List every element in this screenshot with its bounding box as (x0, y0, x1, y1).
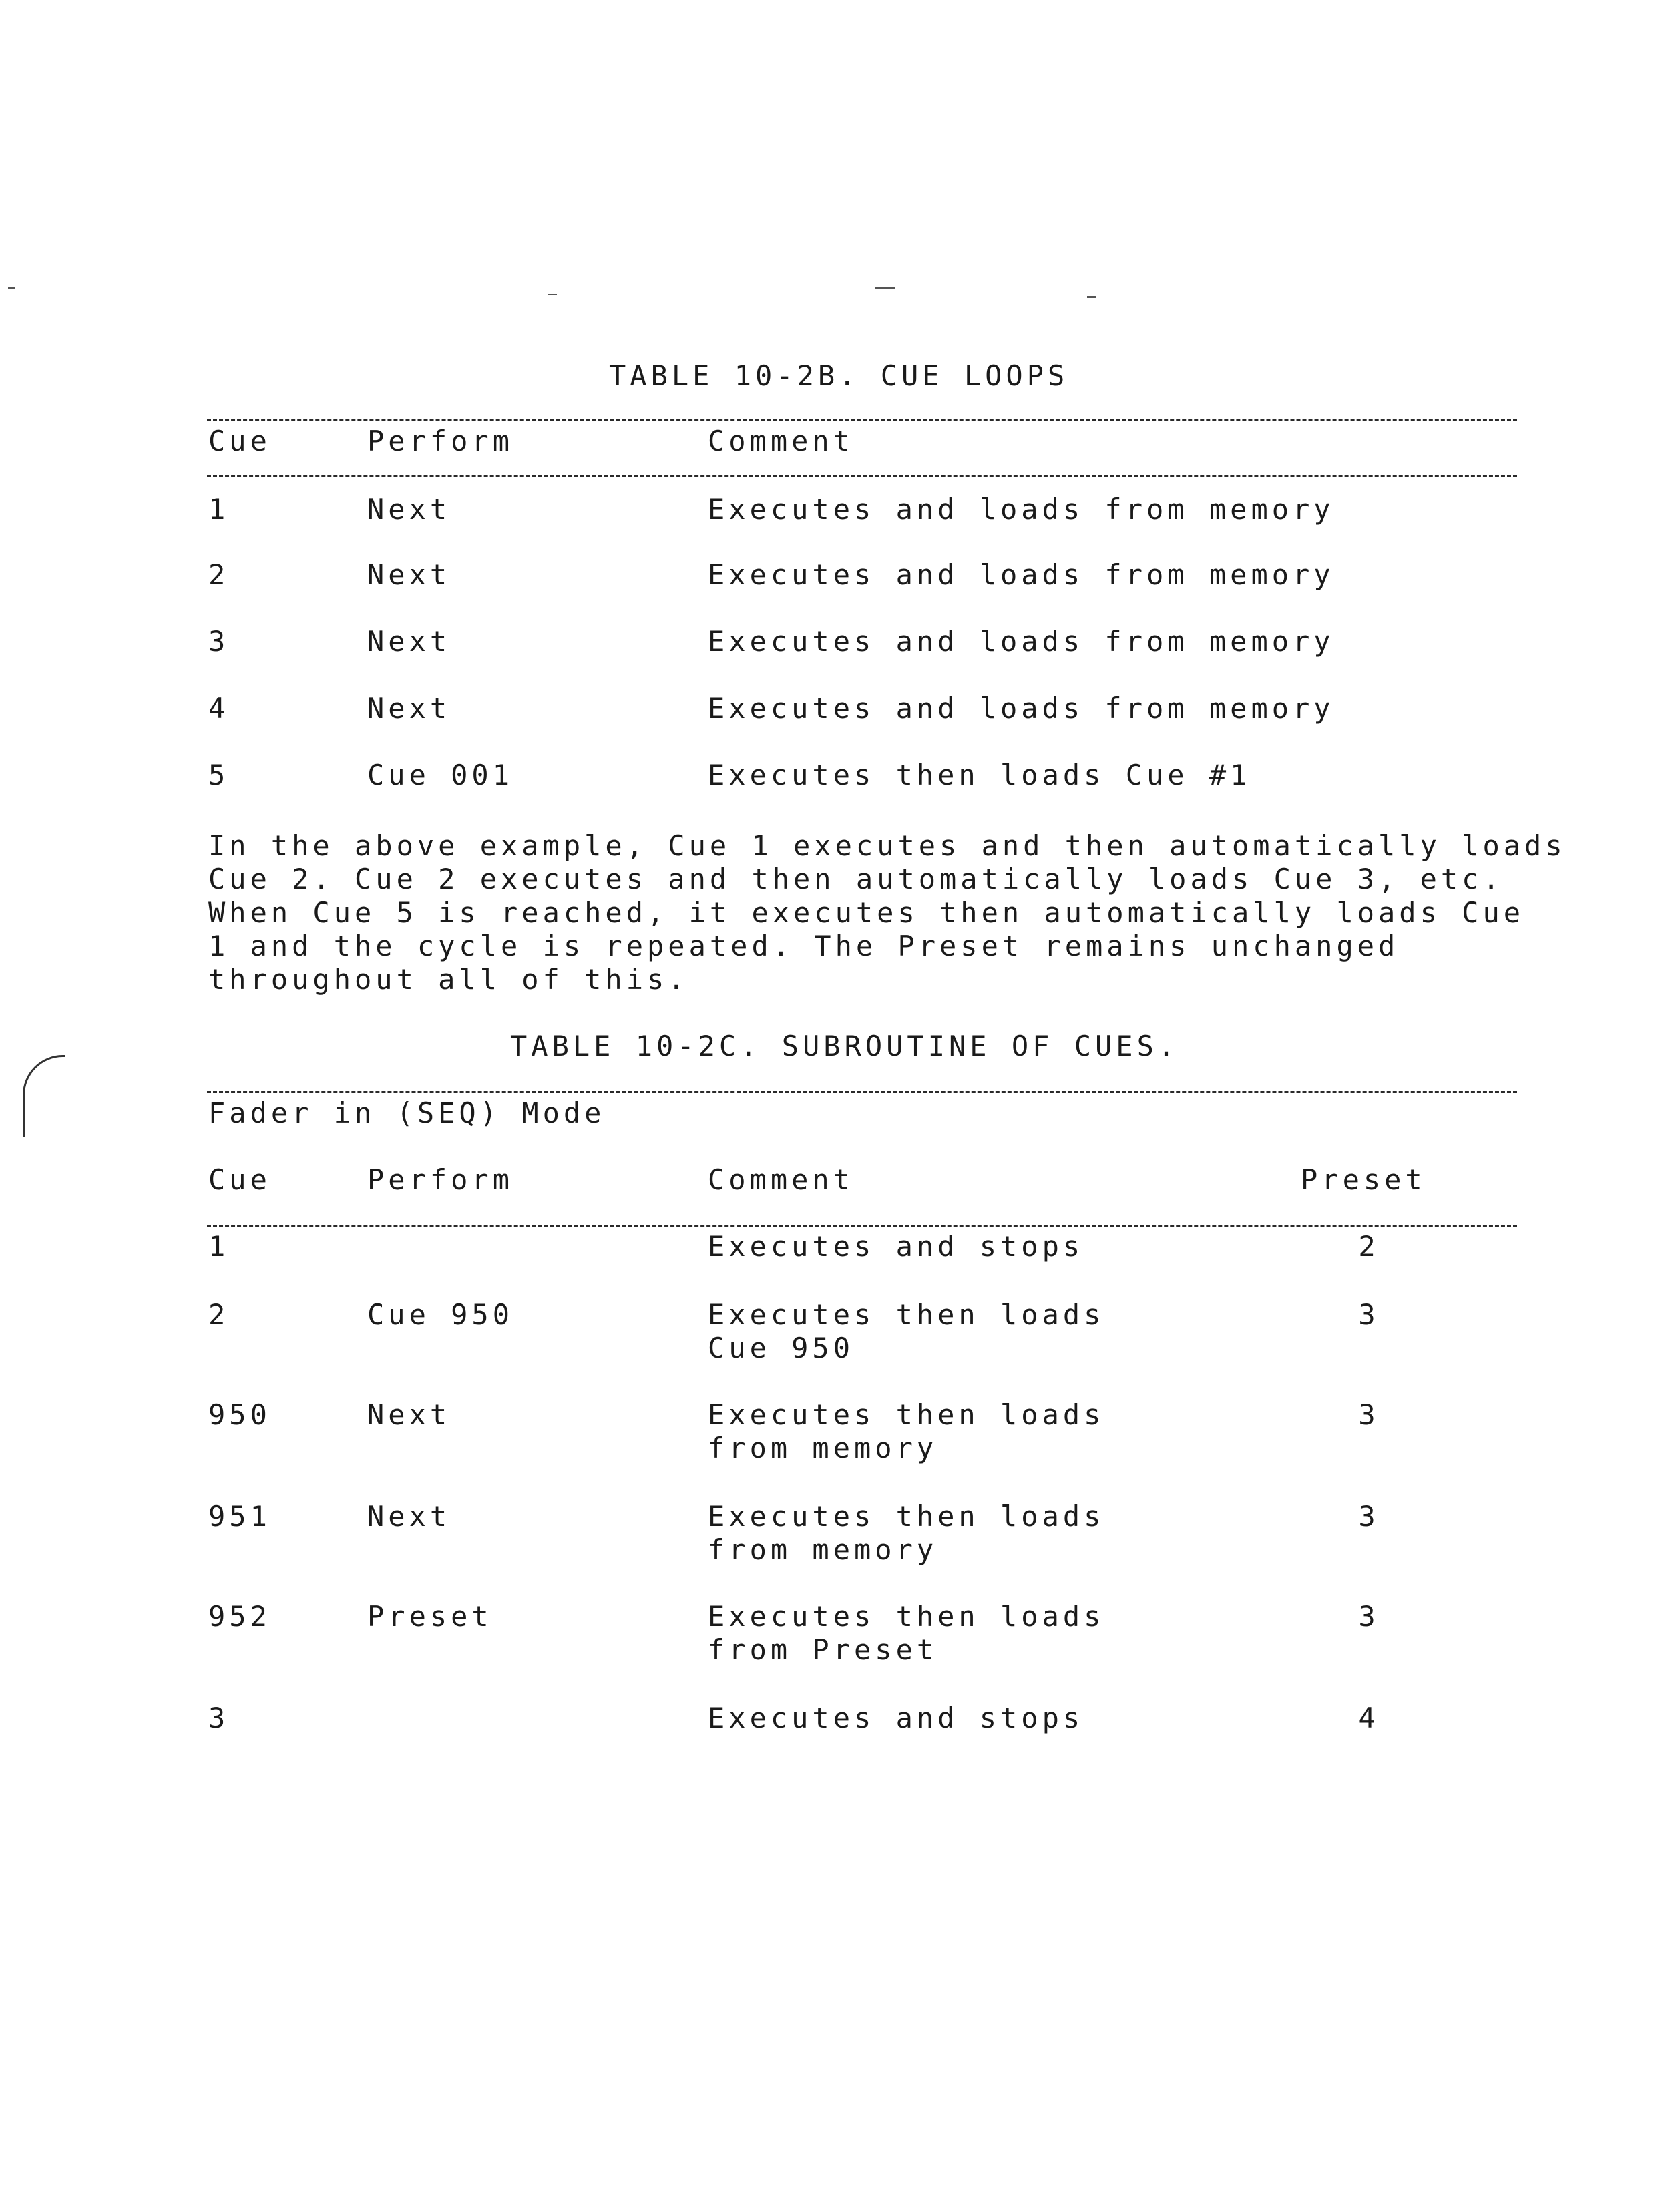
paragraph-line: throughout all of this. (208, 963, 689, 996)
row-perform: Cue 950 (367, 1298, 514, 1331)
row-preset: 3 (1358, 1298, 1380, 1331)
row-comment: Executes and loads from memory (708, 625, 1335, 658)
row-comment: Executes and loads from memory (708, 558, 1335, 591)
row-perform: Next (367, 1500, 451, 1533)
row-cue: 1 (208, 493, 230, 526)
row-cue: 4 (208, 692, 230, 725)
row-comment: Executes then loads (708, 1298, 1105, 1331)
row-comment-cont: Cue 950 (708, 1332, 855, 1364)
row-preset: 3 (1358, 1398, 1380, 1431)
row-comment-cont: from memory (708, 1533, 938, 1566)
paragraph-line: Cue 2. Cue 2 executes and then automatically loads Cue 3, etc. (208, 863, 1504, 895)
row-perform: Next (367, 692, 451, 725)
table-c-top-rule (207, 1091, 1517, 1093)
table-c-header-preset: Preset (1301, 1163, 1426, 1196)
table-c-header-cue: Cue (208, 1163, 271, 1196)
row-perform: Next (367, 493, 451, 526)
row-perform: Cue 001 (367, 759, 514, 791)
table-b-header-cue: Cue (208, 425, 271, 457)
table-b-header-perform: Perform (367, 425, 514, 457)
scan-speck (548, 294, 557, 295)
row-perform: Next (367, 1398, 451, 1431)
row-perform: Next (367, 625, 451, 658)
row-preset: 3 (1358, 1500, 1380, 1533)
table-c-header-perform: Perform (367, 1163, 514, 1196)
row-comment: Executes then loads Cue #1 (708, 759, 1251, 791)
table-c-header-rule (207, 1225, 1517, 1227)
paragraph-line: When Cue 5 is reached, it executes then automatically loads Cue (208, 896, 1525, 929)
row-comment-cont: from memory (708, 1432, 938, 1464)
paragraph-line: In the above example, Cue 1 executes and then automatically loads (208, 829, 1566, 862)
row-comment: Executes and stops (708, 1701, 1084, 1734)
row-preset: 2 (1358, 1230, 1380, 1263)
table-b-header-comment: Comment (708, 425, 855, 457)
paragraph-line: 1 and the cycle is repeated. The Preset remains unchanged (208, 930, 1400, 962)
row-perform: Preset (367, 1600, 493, 1633)
table-c-mode-label: Fader in (SEQ) Mode (208, 1096, 606, 1129)
row-cue: 3 (208, 625, 230, 658)
pen-mark (23, 1055, 65, 1137)
scan-speck (875, 287, 895, 289)
row-cue: 2 (208, 1298, 230, 1331)
table-b-title: TABLE 10-2B. CUE LOOPS (609, 359, 1069, 392)
row-preset: 4 (1358, 1701, 1380, 1734)
row-cue: 2 (208, 558, 230, 591)
row-preset: 3 (1358, 1600, 1380, 1633)
table-b-top-rule (207, 419, 1517, 421)
row-comment: Executes then loads (708, 1600, 1105, 1633)
table-b-header-rule (207, 475, 1517, 477)
row-perform: Next (367, 558, 451, 591)
row-comment: Executes and loads from memory (708, 692, 1335, 725)
scan-speck (8, 287, 15, 289)
table-c-header-comment: Comment (708, 1163, 855, 1196)
scan-speck (1087, 296, 1096, 298)
row-comment: Executes then loads (708, 1398, 1105, 1431)
explanation-paragraph (208, 829, 1566, 996)
table-c-title: TABLE 10-2C. SUBROUTINE OF CUES. (510, 1030, 1179, 1062)
row-comment-cont: from Preset (708, 1633, 938, 1666)
row-cue: 3 (208, 1701, 230, 1734)
row-cue: 952 (208, 1600, 271, 1633)
row-comment: Executes then loads (708, 1500, 1105, 1533)
row-cue: 951 (208, 1500, 271, 1533)
row-comment: Executes and loads from memory (708, 493, 1335, 526)
row-cue: 1 (208, 1230, 230, 1263)
row-cue: 5 (208, 759, 230, 791)
row-comment: Executes and stops (708, 1230, 1084, 1263)
row-cue: 950 (208, 1398, 271, 1431)
